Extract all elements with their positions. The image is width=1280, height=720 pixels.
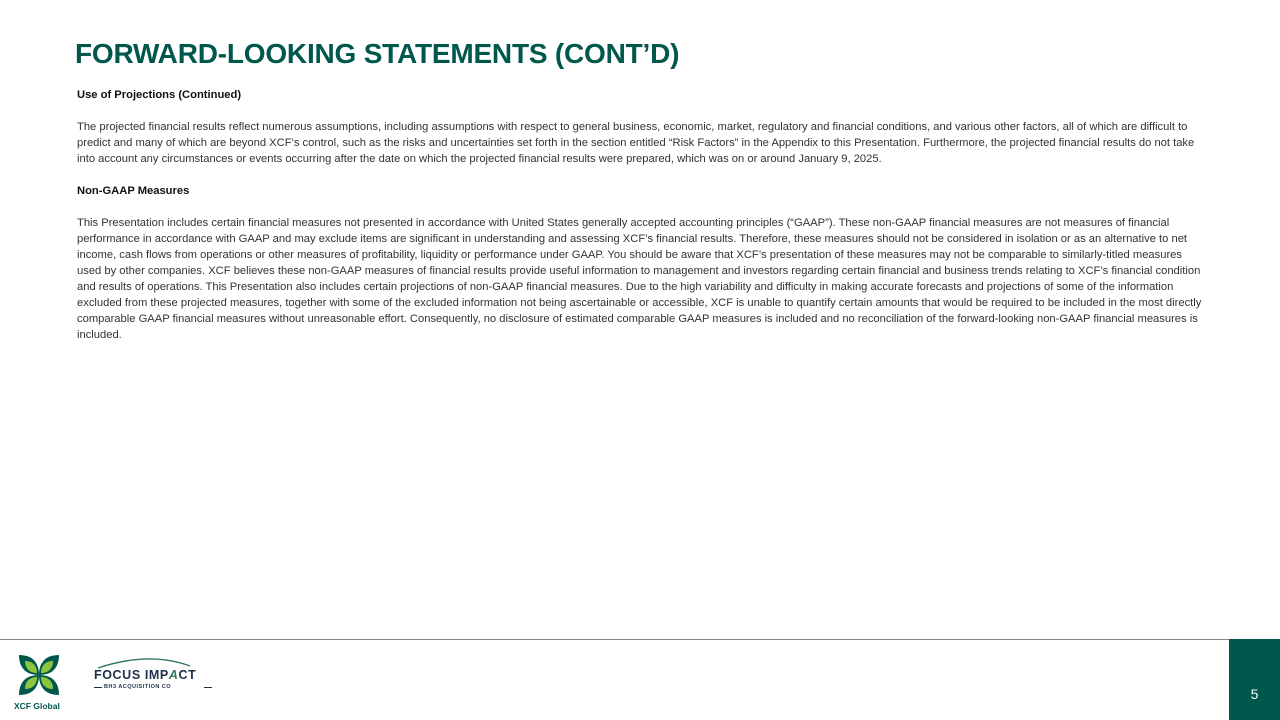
xcf-logo: [14, 652, 64, 711]
focus-impact-logo: [94, 655, 214, 695]
xcf-leaf-logo-icon: [16, 652, 62, 698]
content-area: [77, 87, 1207, 359]
focus-sub-rule-right: [204, 687, 212, 688]
section-heading-non-gaap: Non-GAAP Measures: [77, 185, 190, 197]
page-title: FORWARD-LOOKING STATEMENTS (CONT’D): [75, 38, 680, 69]
section-heading-projections: Use of Projections (Continued): [77, 89, 242, 101]
focus-impact-name: FOCUS IMPACT: [94, 668, 197, 682]
focus-impact-subtitle: BH3 ACQUISITION CO: [104, 684, 172, 690]
page-number-box: [1229, 639, 1280, 720]
section-body-non-gaap: This Presentation includes certain financial measures not presented in accordance with United States generally accepted accounting principles (“GAAP”). These non-GAAP financial measures are not measures of financial performance in accordance with GAAP and may exclude items are significant in understanding and assessing XCF’s financial results. Therefore, these measures should not be considered in isolation or as an alternative to net income, cash flows from operations or other measures of profitability, liquidity or performance under GAAP. You should be aware that XCF’s presentation of these measures may not be comparable to similarly-titled measures used by other companies. XCF believes these non-GAAP measures of financial results provide useful information to management and investors regarding certain financial and business trends relating to XCF’s financial condition and results of operations. This Presentation also includes certain projections of non-GAAP financial measures. Due to the high variability and difficulty in making accurate forecasts and projections of some of the information excluded from these projected measures, together with some of the excluded information not being ascertainable or accessible, XCF is unable to quantify certain amounts that would be required to be included in the most directly comparable GAAP financial measures without unreasonable effort. Consequently, no disclosure of estimated comparable GAAP measures is included and no reconciliation of the forward-looking non-GAAP financial measures is included.: [77, 217, 1202, 341]
section-body-projections: The projected financial results reflect numerous assumptions, including assumptions with respect to general business, economic, market, regulatory and financial conditions, and various other factors, all of which are difficult to predict and many of which are beyond XCF’s control, such as the risks and uncertainties set forth in the section entitled “Risk Factors” in the Appendix to this Presentation. Furthermore, the projected financial results do not take into account any circumstances or events occurring after the date on which the projected financial results were prepared, which was on or around January 9, 2025.: [77, 121, 1195, 165]
footer-divider: [0, 639, 1229, 640]
focus-sub-rule-left: [94, 687, 102, 688]
focus-impact-arc-icon: [94, 655, 214, 669]
page-number: 5: [1250, 686, 1259, 702]
xcf-logo-text: XCF Global: [14, 701, 60, 711]
